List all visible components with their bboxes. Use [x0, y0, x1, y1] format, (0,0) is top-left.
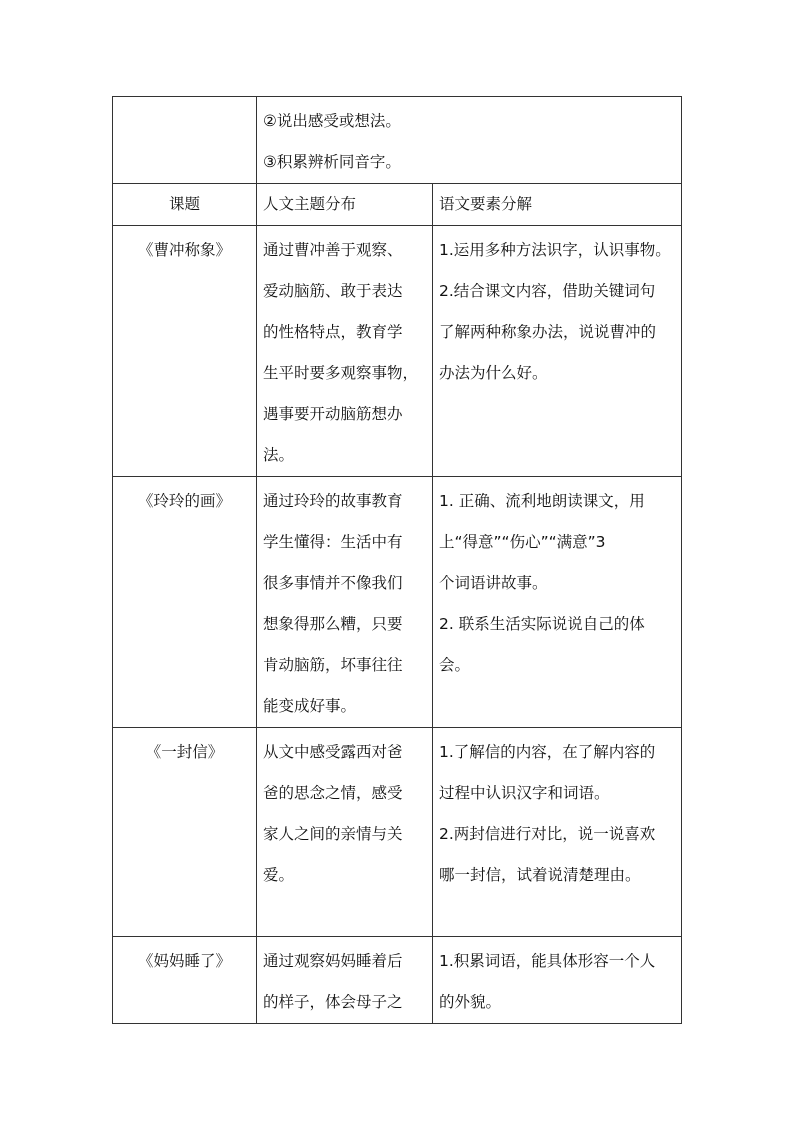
text-line: 肯动脑筋，坏事往往: [263, 656, 403, 674]
table-row: [113, 937, 682, 1024]
text-line: 的样子，体会母子之: [263, 993, 403, 1011]
text-line: 很多事情并不像我们: [263, 574, 403, 592]
text-line: 家人之间的亲情与关: [263, 825, 403, 843]
table-row: [113, 226, 682, 477]
text-line: 通过曹冲善于观察、: [263, 241, 403, 259]
text-line: 学生懂得：生活中有: [263, 533, 403, 551]
header-elements: 语文要素分解: [433, 184, 682, 226]
lesson-title: 《曹冲称象》: [113, 226, 257, 477]
theme-cell: [257, 728, 433, 937]
continuation-row: [113, 97, 682, 184]
lesson-title: 《一封信》: [113, 728, 257, 937]
text-line: 爱动脑筋、敢于表达: [263, 282, 403, 300]
lesson-table: [112, 96, 682, 1024]
elements-cell: [433, 937, 682, 1024]
text-line: 会。: [439, 656, 471, 674]
text-line: 办法为什么好。: [439, 364, 548, 382]
text-line: 的外貌。: [439, 993, 502, 1011]
text-line: ③积累辨析同音字。: [263, 153, 401, 171]
theme-cell: [257, 937, 433, 1024]
text-line: 通过玲玲的故事教育: [263, 492, 403, 510]
theme-cell: [257, 477, 433, 728]
elements-cell: [433, 477, 682, 728]
text-line: 爸的思念之情，感受: [263, 784, 403, 802]
header-theme: 人文主题分布: [257, 184, 433, 226]
text-line: 能变成好事。: [263, 697, 357, 715]
text-line: 1. 正确、流利地朗读课文，用: [439, 492, 645, 510]
text-line: 2.两封信进行对比，说一说喜欢: [439, 825, 656, 843]
text-line: 遇事要开动脑筋想办: [263, 405, 403, 423]
continuation-cell: [257, 97, 682, 184]
empty-cell: [113, 97, 257, 184]
lesson-title: 《妈妈睡了》: [113, 937, 257, 1024]
text-line: 过程中认识汉字和词语。: [439, 784, 610, 802]
text-line: 生平时要多观察事物，: [263, 364, 419, 382]
header-title: 课题: [113, 184, 257, 226]
text-line: 哪一封信，试着说清楚理由。: [439, 866, 641, 884]
text-line: 上“得意”“伤心”“满意”3: [439, 533, 606, 551]
header-row: [113, 184, 682, 226]
text-line: 2.结合课文内容，借助关键词句: [439, 282, 656, 300]
text-line: 1.了解信的内容，在了解内容的: [439, 743, 656, 761]
text-line: 1.运用多种方法识字，认识事物。: [439, 241, 671, 259]
text-line: 的性格特点，教育学: [263, 323, 403, 341]
table-row: [113, 728, 682, 937]
text-line: 通过观察妈妈睡着后: [263, 952, 403, 970]
text-line: 从文中感受露西对爸: [263, 743, 403, 761]
text-line: ②说出感受或想法。: [263, 112, 401, 130]
elements-cell: [433, 226, 682, 477]
text-line: 法。: [263, 446, 295, 464]
text-line: 1.积累词语，能具体形容一个人: [439, 952, 656, 970]
table-row: [113, 477, 682, 728]
text-line: 了解两种称象办法，说说曹冲的: [439, 323, 657, 341]
text-line: 想象得那么糟，只要: [263, 615, 403, 633]
text-line: 个词语讲故事。: [439, 574, 548, 592]
text-line: 2. 联系生活实际说说自己的体: [439, 615, 645, 633]
elements-cell: [433, 728, 682, 937]
text-line: 爱。: [263, 866, 295, 884]
theme-cell: [257, 226, 433, 477]
lesson-title: 《玲玲的画》: [113, 477, 257, 728]
